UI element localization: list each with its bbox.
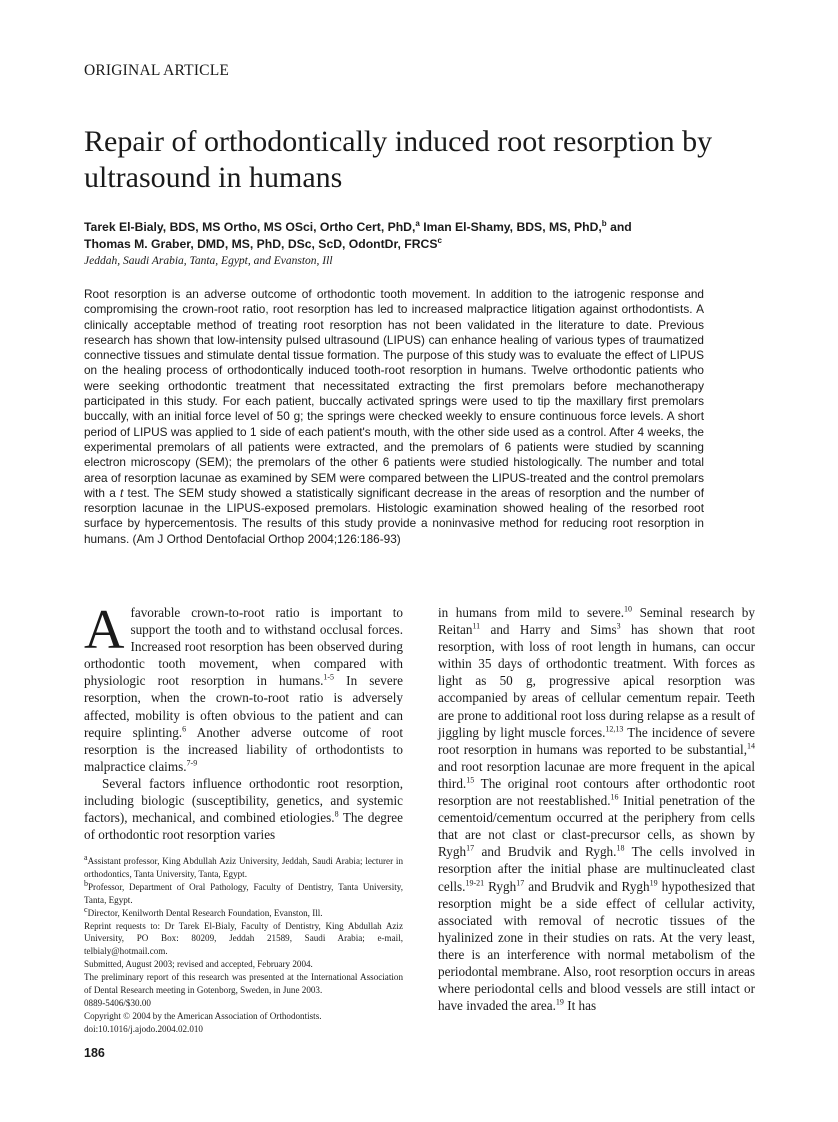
body-text: The incidence of severe root resorption in humans was reported to be substantial, bbox=[438, 724, 755, 757]
body-text: It has bbox=[563, 998, 597, 1014]
citation-superscript: 17 bbox=[516, 878, 525, 888]
body-column-right bbox=[438, 604, 755, 1014]
footnote-mark: b bbox=[84, 878, 88, 888]
citation-superscript: 8 bbox=[334, 809, 339, 819]
body-text: The cells involved in resorption after the initial phase are multinucleated clast cells. bbox=[438, 844, 755, 894]
body-text: Rygh bbox=[484, 878, 517, 894]
citation-superscript: 15 bbox=[466, 775, 475, 785]
footnote-text: doi:10.1016/j.ajodo.2004.02.010 bbox=[84, 1023, 203, 1034]
footnote-text: Professor, Department of Oral Pathology, Faculty of Dentistry, Tanta University, Tanta, Egypt. bbox=[84, 881, 403, 905]
footnote bbox=[84, 878, 403, 907]
abstract-text: Root resorption is an adverse outcome of orthodontic tooth movement. In addition to the iatrogenic response and compromising the crown-root ratio, root resorption has led to increased malpractice litigation against orthodontists. A clinically acceptable method of treating root resorption has not been validated in the literature to date. Previous research has shown that low-intensity pulsed ultrasound (LIPUS) can enhance healing of various types of traumatized connective tissues and stimulate dental tissue formation. The purpose of this study was to evaluate the effect of LIPUS on the healing process of orthodontically induced tooth-root resorption in humans. Twelve orthodontic patients who were seeking orthodontic treatment that necessitated extracting the first premolars before mechanotherapy participated in this study. For each patient, buccally activated springs were used to tip the maxillary first premolars buccally, with an initial force level of 50 g; the springs were checked weekly to ensure continuous force levels. A short period of LIPUS was applied to 1 side of each patient's mouth, with the other side used as a control. After 4 weeks, the experimental premolars of all patients were extracted, and the premolars of 6 patients were studied by scanning electron microscopy (SEM); the premolars of the other 6 patients were studied histologically. The number and total area of resorption lacunae as examined by SEM were compared between the LIPUS-treated and the control premolars with a bbox=[84, 287, 704, 500]
body-text: Another adverse outcome of root resorption is the increased liability of orthodontists to malpractice claims. bbox=[84, 724, 403, 774]
citation-superscript: 3 bbox=[616, 621, 621, 631]
body-text: and Brudvik and Rygh bbox=[524, 878, 650, 894]
author-list bbox=[84, 219, 764, 253]
body-text: in humans from mild to severe. bbox=[438, 605, 625, 620]
author-name: Iman El-Shamy, BDS, MS, PhD, bbox=[423, 220, 602, 234]
footnote-text: The preliminary report of this research was presented at the International Association of Dental Research meeting in Gotenborg, Sweden, in June 2003. bbox=[84, 972, 403, 996]
footnote-text: Director, Kenilworth Dental Research Foundation, Evanston, Ill. bbox=[87, 907, 323, 918]
footnote bbox=[84, 852, 403, 881]
body-column-left bbox=[84, 599, 403, 843]
body-text: favorable crown-to-root ratio is important to support the tooth and to withstand occlusal forces. Increased root resorption has been observed during orthodontic tooth movement, when compared with physiologic root resorption in humans. bbox=[84, 605, 403, 689]
footnote bbox=[84, 904, 403, 920]
footnote bbox=[84, 958, 403, 971]
author-affiliation-mark: b bbox=[601, 218, 607, 228]
citation-superscript: 11 bbox=[472, 621, 481, 631]
abstract bbox=[84, 287, 704, 547]
footnote bbox=[84, 997, 403, 1010]
body-text: Several factors influence orthodontic root resorption, including biologic (susceptibility, genetics, and systemic factors), mechanical, and combined etiologies. bbox=[84, 775, 403, 826]
page-number: 186 bbox=[84, 1046, 105, 1060]
citation-superscript: 18 bbox=[616, 843, 625, 853]
footnote-mark: c bbox=[84, 904, 88, 914]
footnote bbox=[84, 971, 403, 997]
citation-superscript: 1-5 bbox=[323, 672, 335, 682]
footnote bbox=[84, 1010, 403, 1023]
citation-superscript: 10 bbox=[624, 604, 633, 614]
abstract-italic-term: t bbox=[120, 485, 124, 500]
author-affiliation-mark: a bbox=[415, 218, 420, 228]
citation-superscript: 19 bbox=[555, 997, 564, 1007]
citation-superscript: 12,13 bbox=[605, 724, 624, 734]
body-paragraph bbox=[84, 599, 403, 775]
body-text: and Harry and Sims bbox=[480, 622, 617, 638]
author-affiliation-mark: c bbox=[437, 235, 442, 245]
citation-superscript: 14 bbox=[747, 741, 755, 751]
body-text: Initial penetration of the cementoid/cementum occurred at the periphery from cells that are not clast or clast-precursor cells, as shown by Rygh bbox=[438, 793, 755, 860]
body-text: and Brudvik and Rygh. bbox=[474, 844, 617, 860]
drop-cap: A bbox=[84, 599, 125, 661]
body-text: Seminal research by Reitan bbox=[438, 605, 755, 638]
body-text: The degree of orthodontic root resorption varies bbox=[84, 810, 403, 843]
body-text: hypothesized that resorption might be a side effect of cellular activity, associated with removal of necrotic tissues of the hyalinized zone in their studies on rats. At the very least, there is an interference with normal metabolism of the periodontal membrane. Also, root resorption occurs in areas where periodontal cells and blood vessels are still intact or have invaded the area. bbox=[438, 878, 755, 1014]
body-text: and root resorption lacunae are more frequent in the apical third. bbox=[438, 758, 755, 791]
author-conjunction: and bbox=[610, 220, 632, 234]
body-paragraph bbox=[438, 604, 755, 1014]
body-text: has shown that root resorption, with loss of root length in humans, can occur within 35 days of orthodontic treatment. With forces as light as 50 g, progressive apical resorption was accompanied by areas of cellular cementum repair. Teeth are prone to additional root loss during relapse as a result of jiggling by light muscle forces. bbox=[438, 622, 755, 740]
section-label: ORIGINAL ARTICLE bbox=[84, 62, 230, 79]
abstract-text-end: test. The SEM study showed a statistically significant decrease in the areas of resorption and the number of resorption lacunae in the LIPUS-exposed premolars. Histologic examination showed healing of the resorbed root surface by hypercementosis. The results of this study provide a noninvasive method for reducing root resorption in humans. (Am J Orthod Dentofacial Orthop 2004;126:186-93) bbox=[84, 485, 704, 546]
citation-superscript: 7-9 bbox=[186, 758, 198, 768]
citation-superscript: 19 bbox=[649, 878, 658, 888]
author-name: Tarek El-Bialy, BDS, MS Ortho, MS OSci, Ortho Cert, PhD, bbox=[84, 220, 416, 234]
article-title: Repair of orthodontically induced root resorption by ultrasound in humans bbox=[84, 125, 713, 194]
body-text: In severe resorption, when the crown-to-root ratio is adversely affected, mobility is often obvious to the patient and can require splinting. bbox=[84, 673, 403, 740]
footnote-text: Reprint requests to: Dr Tarek El-Bialy, Faculty of Dentistry, King Abdullah Aziz University, PO Box: 80209, Jeddah 21589, Saudi Arabia; e-mail, telbialy@hotmail.com. bbox=[84, 920, 403, 957]
footnote bbox=[84, 1023, 403, 1036]
footnote bbox=[84, 920, 403, 959]
footnote-text: Copyright © 2004 by the American Association of Orthodontists. bbox=[84, 1010, 322, 1021]
citation-superscript: 16 bbox=[610, 792, 619, 802]
citation-superscript: 6 bbox=[182, 724, 187, 734]
author-locations: Jeddah, Saudi Arabia, Tanta, Egypt, and Evanston, Ill bbox=[84, 255, 333, 267]
body-text: The original root contours after orthodontic root resorption are not reestablished. bbox=[438, 775, 755, 809]
citation-superscript: 19-21 bbox=[465, 878, 485, 888]
footnote-text: Submitted, August 2003; revised and accepted, February 2004. bbox=[84, 959, 313, 970]
footnote-text: Assistant professor, King Abdullah Aziz University, Jeddah, Saudi Arabia; lecturer in orthodontics, Tanta University, Tanta, Egypt. bbox=[84, 856, 403, 879]
footnote-mark: a bbox=[84, 852, 88, 862]
footnotes bbox=[84, 852, 403, 1036]
citation-superscript: 17 bbox=[466, 843, 475, 853]
footnote-text: 0889-5406/$30.00 bbox=[84, 997, 151, 1008]
author-name: Thomas M. Graber, DMD, MS, PhD, DSc, ScD, OdontDr, FRCS bbox=[84, 237, 438, 251]
body-paragraph bbox=[84, 775, 403, 843]
